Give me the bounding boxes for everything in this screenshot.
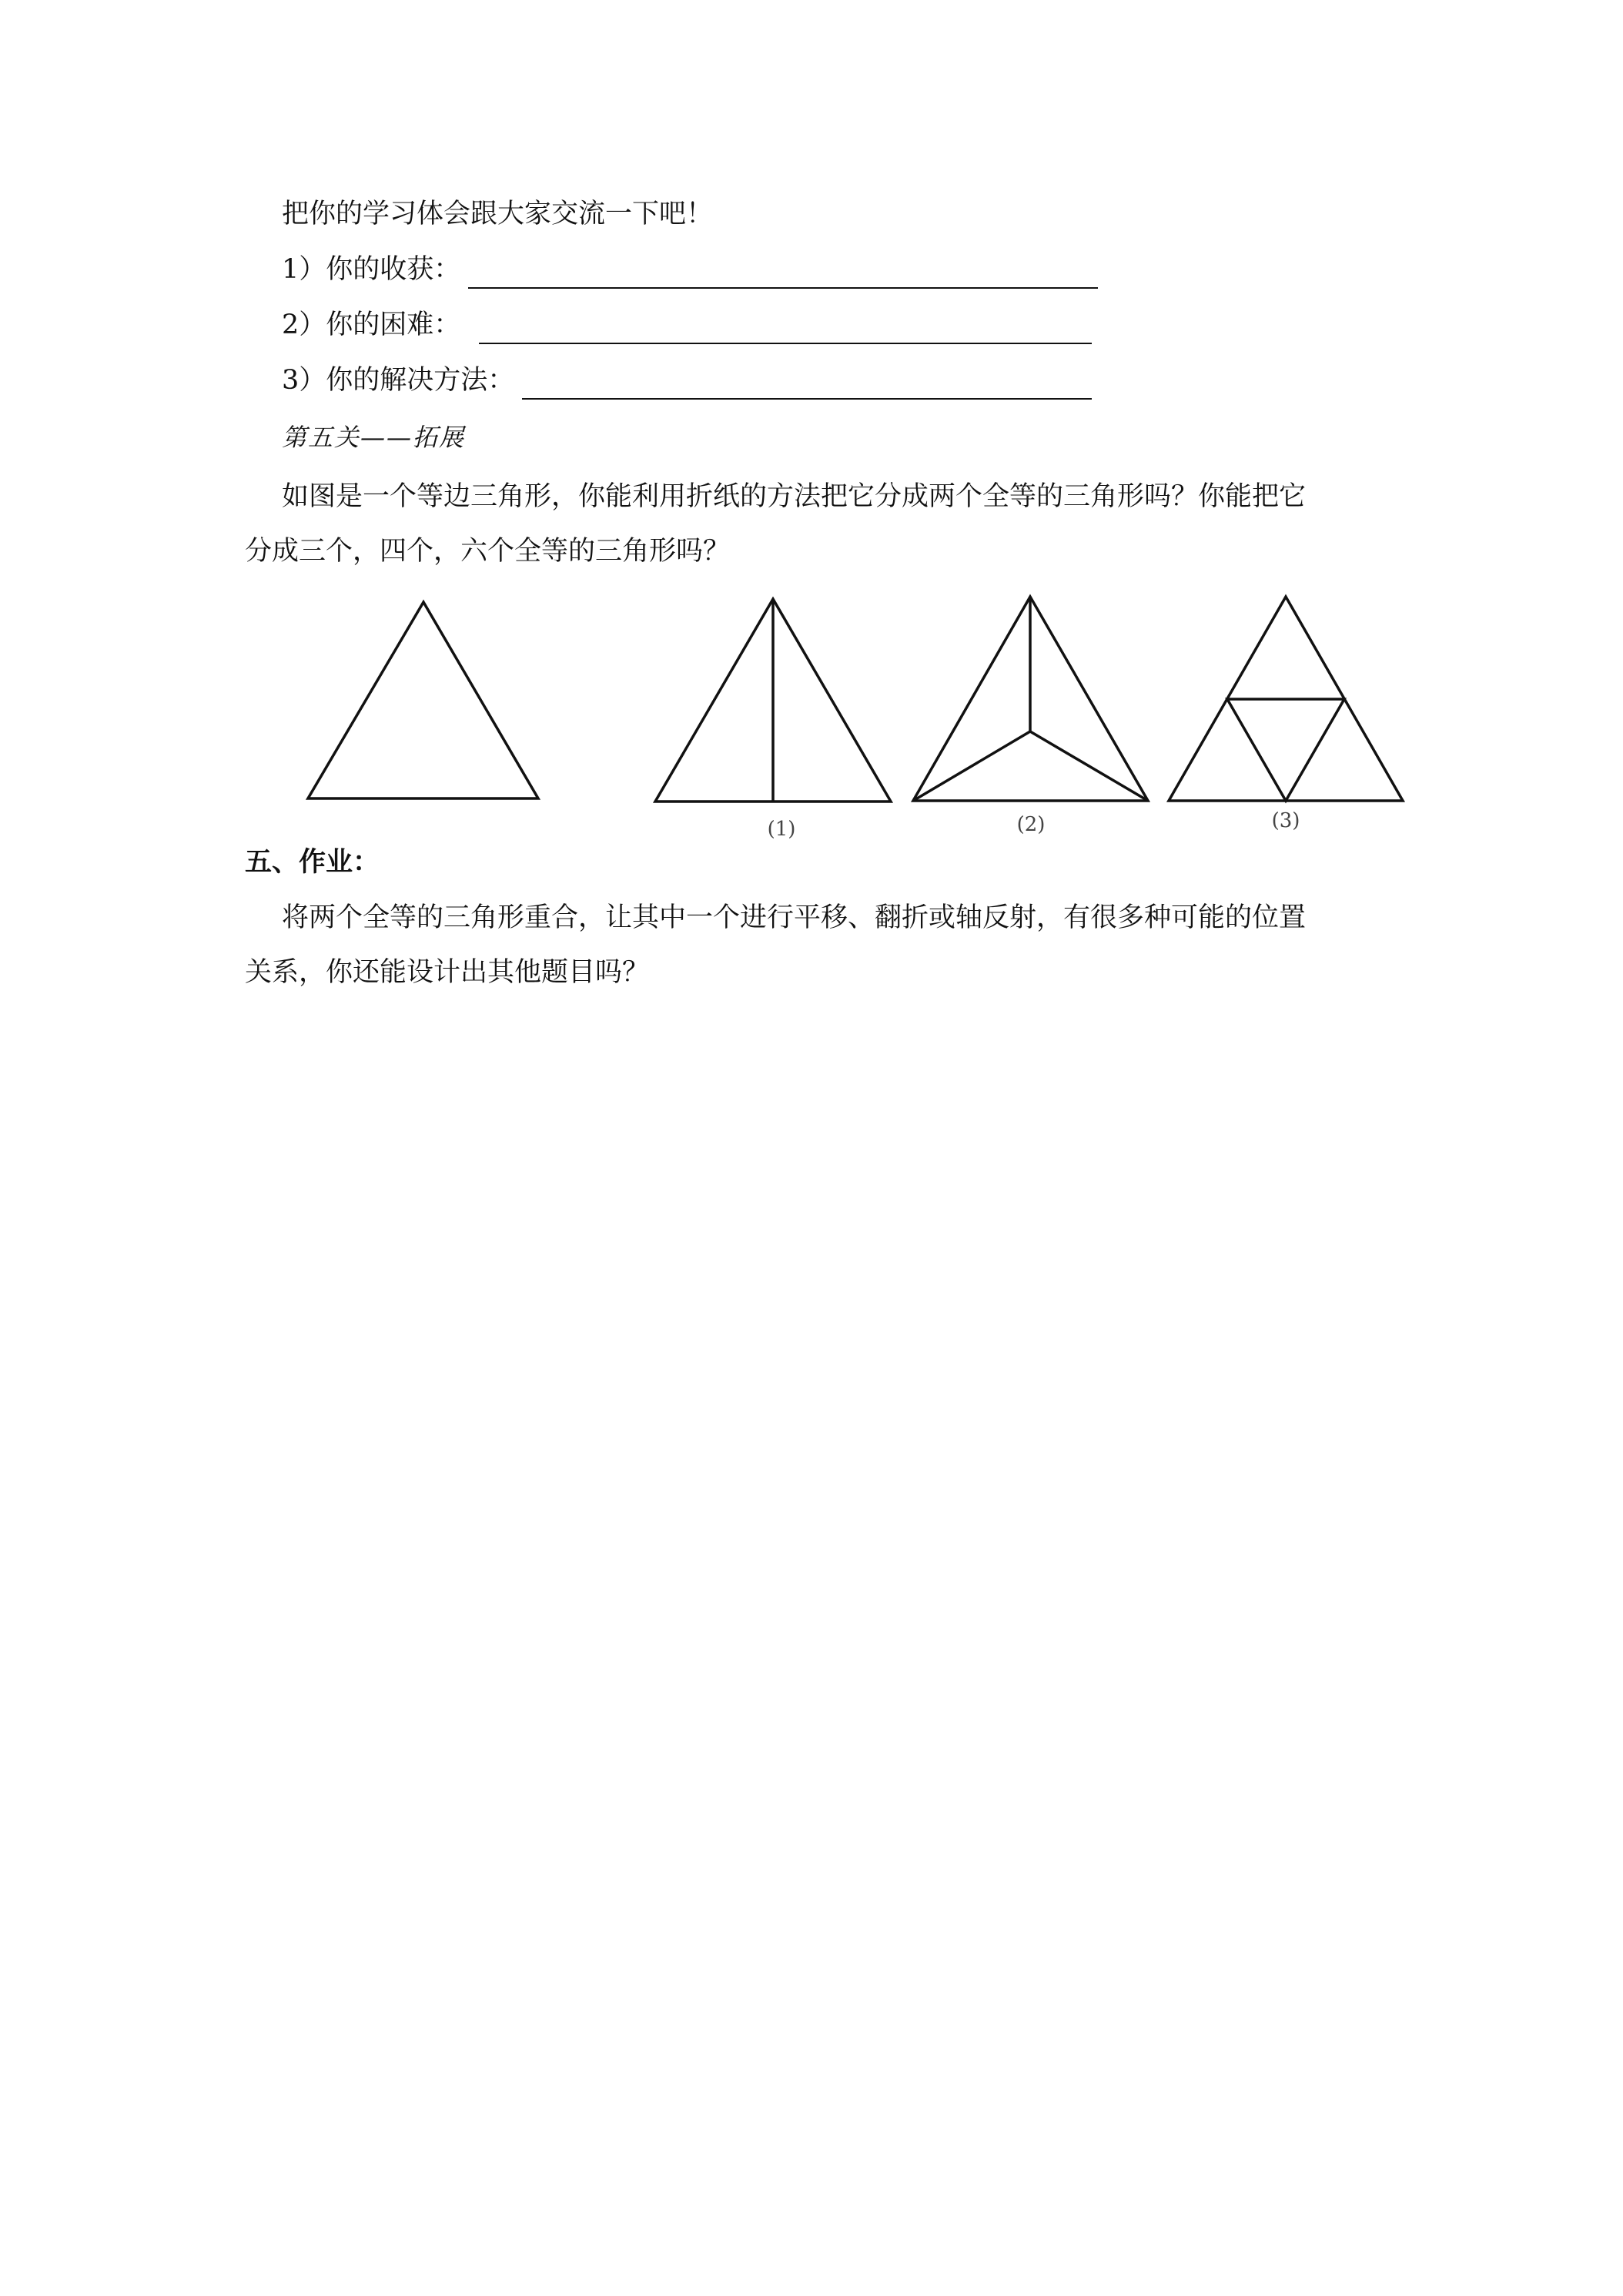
level-five-title: 第五关——拓展 xyxy=(282,423,466,452)
triangle-figures xyxy=(0,0,1623,862)
level-five-paragraph-line1: 如图是一个等边三角形，你能利用折纸的方法把它分成两个全等的三角形吗？你能把它 xyxy=(282,481,1307,512)
homework-text-line1: 将两个全等的三角形重合，让其中一个进行平移、翻折或轴反射，有很多种可能的位置 xyxy=(282,902,1307,933)
question-solution-label: 3）你的解决方法： xyxy=(282,365,515,396)
level-five-paragraph-line2: 分成三个，四个，六个全等的三角形吗？ xyxy=(245,536,731,567)
homework-text-line2: 关系，你还能设计出其他题目吗？ xyxy=(245,957,650,988)
fig2-segment-right xyxy=(1030,731,1148,801)
fig2-segment-left xyxy=(913,731,1030,801)
fig1-caption: (1) xyxy=(767,818,796,841)
intro-text: 把你的学习体会跟大家交流一下吧！ xyxy=(282,199,714,229)
question-difficulty-label: 2）你的困难： xyxy=(282,310,461,340)
fig3-inner-triangle xyxy=(1227,699,1344,801)
base-triangle xyxy=(308,602,538,798)
question-harvest-label: 1）你的收获： xyxy=(282,254,461,285)
homework-heading: 五、作业： xyxy=(245,847,380,878)
fig2-caption: (2) xyxy=(1016,813,1046,836)
fig3-caption: (3) xyxy=(1271,809,1300,832)
